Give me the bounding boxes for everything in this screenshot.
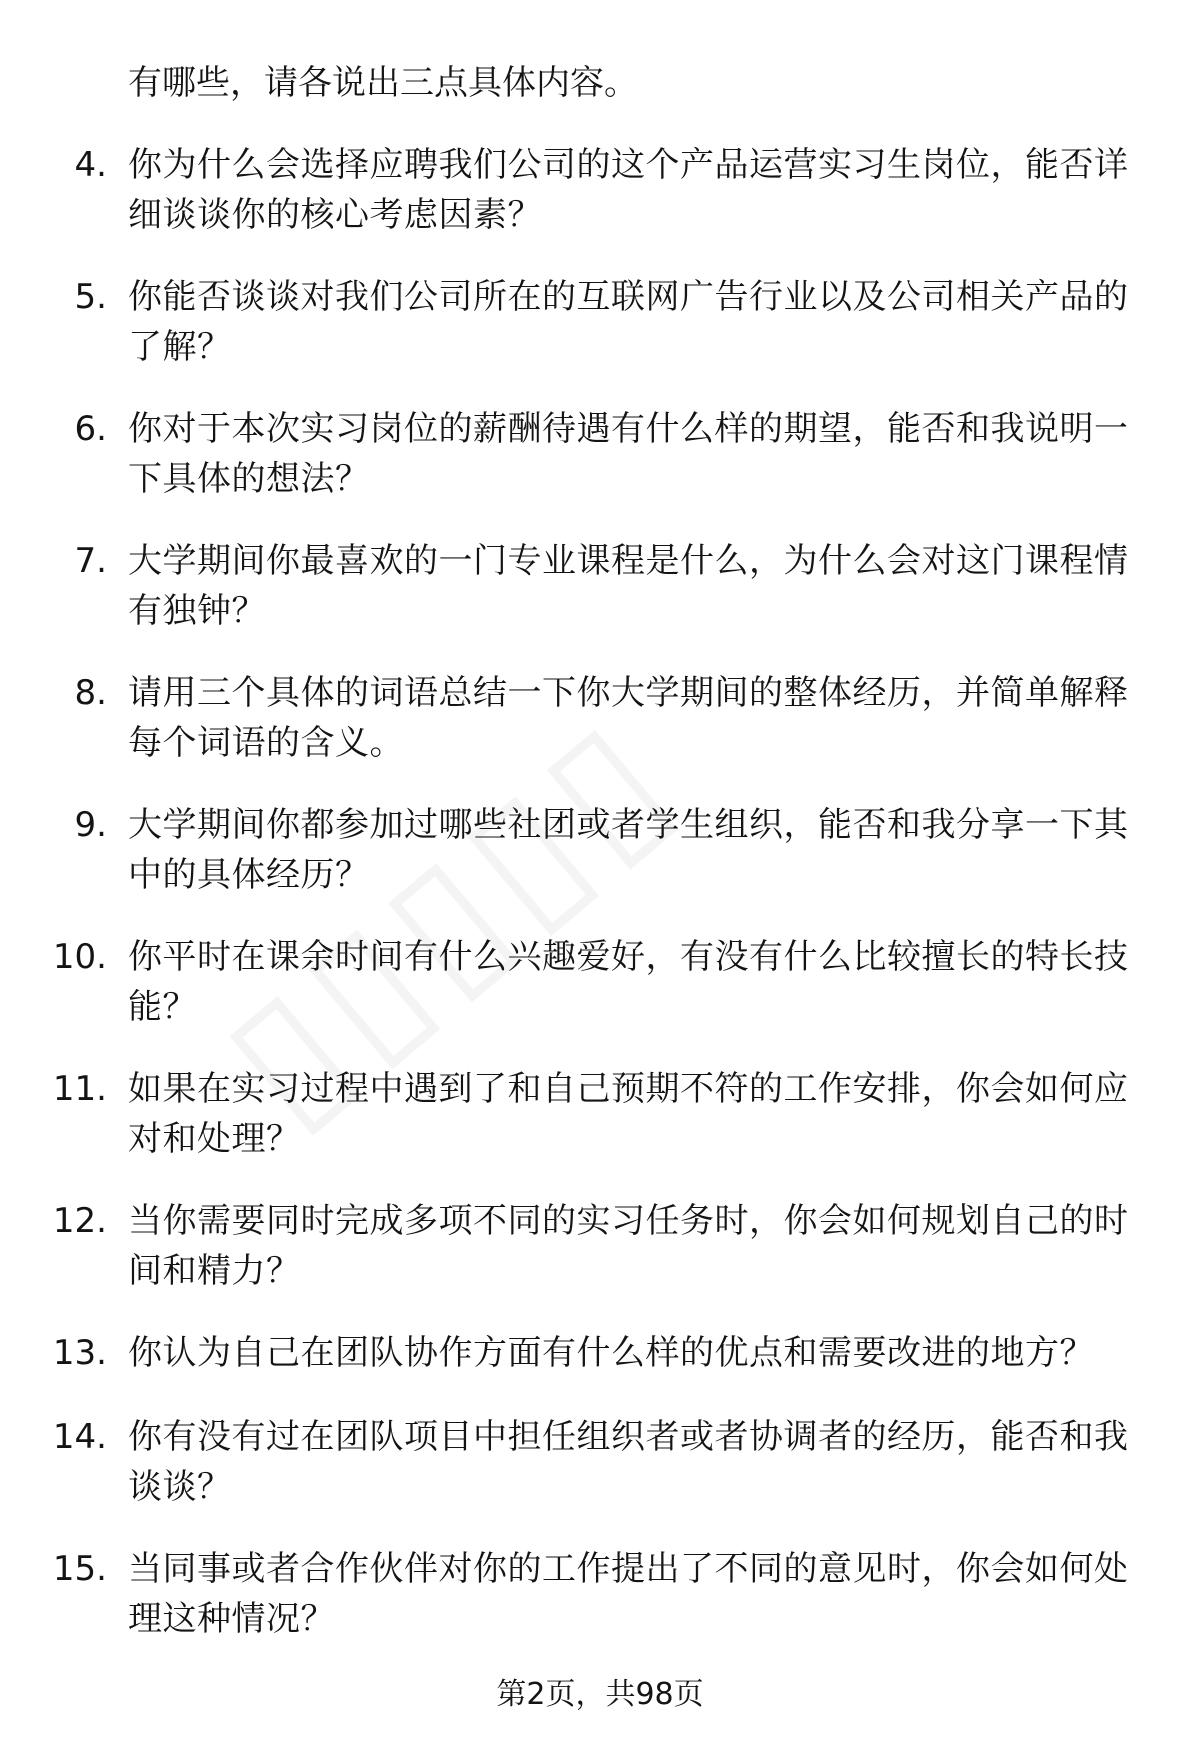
question-text: 你有没有过在团队项目中担任组织者或者协调者的经历，能否和我谈谈？ bbox=[128, 1417, 1129, 1507]
question-item bbox=[0, 140, 1200, 272]
page-footer: 第2页，共98页 bbox=[496, 1677, 704, 1712]
question-item bbox=[0, 932, 1200, 1064]
question-text: 大学期间你最喜欢的一门专业课程是什么，为什么会对这门课程情有独钟？ bbox=[128, 541, 1129, 631]
question-number: 5. bbox=[74, 277, 107, 317]
question-item bbox=[0, 272, 1200, 404]
question-text: 你为什么会选择应聘我们公司的这个产品运营实习生岗位，能否详细谈谈你的核心考虑因素？ bbox=[128, 145, 1129, 235]
question-text: 你对于本次实习岗位的薪酬待遇有什么样的期望，能否和我说明一下具体的想法？ bbox=[128, 409, 1129, 499]
question-number: 13. bbox=[52, 1333, 107, 1373]
question-text: 大学期间你都参加过哪些社团或者学生组织，能否和我分享一下其中的具体经历？ bbox=[128, 805, 1129, 895]
continuation-text: 有哪些，请各说出三点具体内容。 bbox=[128, 63, 638, 103]
question-text: 请用三个具体的词语总结一下你大学期间的整体经历，并简单解释每个词语的含义。 bbox=[128, 673, 1129, 763]
question-number: 15. bbox=[52, 1549, 107, 1589]
question-number: 12. bbox=[52, 1201, 107, 1241]
question-item bbox=[0, 536, 1200, 668]
question-text: 你能否谈谈对我们公司所在的互联网广告行业以及公司相关产品的了解？ bbox=[128, 277, 1129, 367]
question-item bbox=[0, 1544, 1200, 1676]
question-number: 7. bbox=[74, 541, 107, 581]
question-number: 4. bbox=[74, 145, 107, 185]
question-item bbox=[0, 404, 1200, 536]
question-list bbox=[0, 140, 1200, 1676]
question-item bbox=[0, 1412, 1200, 1544]
question-number: 14. bbox=[52, 1417, 107, 1457]
question-text: 当你需要同时完成多项不同的实习任务时，你会如何规划自己的时间和精力？ bbox=[128, 1201, 1129, 1291]
question-number: 9. bbox=[74, 805, 107, 845]
question-number: 10. bbox=[52, 937, 107, 977]
question-text: 你认为自己在团队协作方面有什么样的优点和需要改进的地方？ bbox=[128, 1333, 1094, 1373]
question-text: 你平时在课余时间有什么兴趣爱好，有没有什么比较擅长的特长技能？ bbox=[128, 937, 1129, 1027]
question-text: 当同事或者合作伙伴对你的工作提出了不同的意见时，你会如何处理这种情况？ bbox=[128, 1549, 1129, 1639]
question-item bbox=[0, 668, 1200, 800]
question-number: 8. bbox=[74, 673, 107, 713]
question-number: 11. bbox=[52, 1069, 107, 1109]
question-number: 6. bbox=[74, 409, 107, 449]
question-item bbox=[0, 1328, 1200, 1412]
question-item bbox=[0, 800, 1200, 932]
question-item bbox=[0, 1196, 1200, 1328]
question-text: 如果在实习过程中遇到了和自己预期不符的工作安排，你会如何应对和处理？ bbox=[128, 1069, 1129, 1159]
question-item bbox=[0, 1064, 1200, 1196]
